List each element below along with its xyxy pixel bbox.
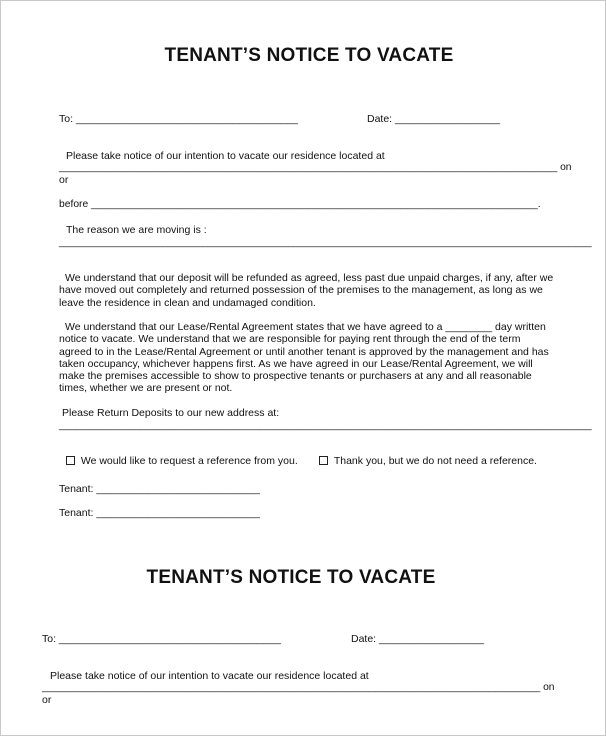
reference-request-checkbox[interactable] xyxy=(66,456,75,465)
date-field: Date: __________________ xyxy=(367,113,501,125)
reason-line: _____________________________________________________________________________________________ xyxy=(59,237,592,248)
address-line-2: _______________________________________________________________________________________ on xyxy=(42,682,555,693)
to-field: To: ______________________________________ xyxy=(59,113,298,125)
notice-title: TENANT’S NOTICE TO VACATE xyxy=(164,45,454,66)
no-reference-label: Thank you, but we do not need a reference. xyxy=(333,455,537,467)
no-reference-option[interactable] xyxy=(313,443,537,467)
tenant-signature-2: Tenant: ____________________________ xyxy=(59,507,260,519)
date-field-2: Date: __________________ xyxy=(351,633,485,645)
reference-request-option[interactable] xyxy=(60,443,298,467)
return-deposits-label: Please Return Deposits to our new address at: xyxy=(62,407,280,419)
address-line: _______________________________________________________________________________________ on xyxy=(59,162,572,173)
deposit-paragraph: We understand that our deposit will be refunded as agreed, less past due unpaid charges, if any, after we have moved out completely and returned possession of the premises to the management, as long as we leave the residence in clean and undamaged condition. xyxy=(59,272,554,309)
or-text: or xyxy=(59,174,69,186)
return-address-line: _____________________________________________________________________________________________ xyxy=(59,420,592,431)
no-reference-checkbox[interactable] xyxy=(319,456,328,465)
take-notice-text: Please take notice of our intention to vacate our residence located at xyxy=(66,150,385,162)
lease-paragraph: We understand that our Lease/Rental Agreement states that we have agreed to a ________ day written notice to vacate. We understand that we are responsible for paying rent through the end of the term agreed to in the Lease/Rental Agreement or until another tenant is approved by the management and has taken occupancy, whichever happens first. As we have agreed in our Lease/Rental Agreement, we will make the premises accessible to show to prospective tenants or purchasers at any and all reasonable times, whether we are present or not. xyxy=(59,321,549,395)
notice-title-2: TENANT’S NOTICE TO VACATE xyxy=(146,567,436,588)
to-field-2: To: ______________________________________ xyxy=(42,633,281,645)
tenant-signature-1: Tenant: ____________________________ xyxy=(59,483,260,495)
before-line: before ______________________________________________________________________________. xyxy=(59,199,541,210)
reason-label: The reason we are moving is : xyxy=(66,224,207,236)
reference-request-label: We would like to request a reference from you. xyxy=(80,455,298,467)
or-text-2: or xyxy=(42,694,52,706)
take-notice-text-2: Please take notice of our intention to vacate our residence located at xyxy=(50,670,369,682)
